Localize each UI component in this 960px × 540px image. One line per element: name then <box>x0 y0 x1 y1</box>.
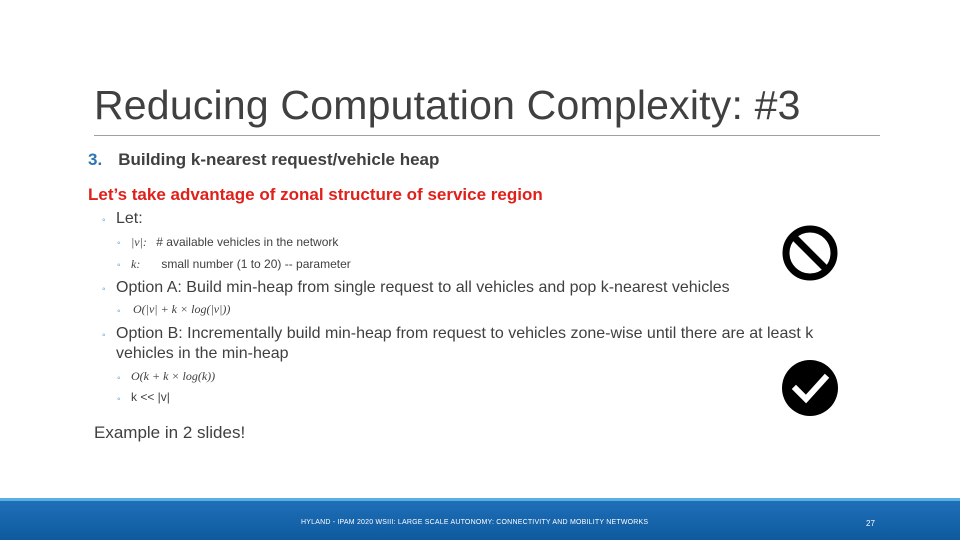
bullet-icon: ◦ <box>117 260 121 271</box>
bullet-icon: ◦ <box>117 238 121 249</box>
v-symbol: |v|: <box>131 235 147 249</box>
bullet-icon: ◦ <box>117 373 121 384</box>
bullet-icon: ◦ <box>102 215 106 226</box>
option-b-text-line2: vehicles in the min-heap <box>116 345 289 362</box>
slide-title: Reducing Computation Complexity: #3 <box>94 82 801 128</box>
k-description: small number (1 to 20) -- parameter <box>161 257 351 271</box>
bullet-icon: ◦ <box>102 284 106 295</box>
check-circle-icon <box>781 359 839 417</box>
bullet-icon: ◦ <box>102 330 106 341</box>
prohibited-icon <box>781 224 839 282</box>
list-item-k <box>131 257 351 272</box>
title-divider <box>94 135 880 136</box>
v-description: # available vehicles in the network <box>156 235 339 249</box>
option-a-complexity: O(|v| + k × log(|v|)) <box>133 302 231 316</box>
option-b-text-line1: Option B: Incrementally build min-heap from request to vehicles zone-wise until there are at least k <box>116 325 814 342</box>
highlighted-subheading: Let’s take advantage of zonal structure of service region <box>88 185 543 204</box>
page-number: 27 <box>866 519 875 528</box>
section-heading <box>88 150 439 170</box>
option-a-text: Option A: Build min-heap from single request to all vehicles and pop k-nearest vehicles <box>116 279 730 296</box>
bullet-icon: ◦ <box>117 306 121 317</box>
section-number: 3. <box>88 150 103 169</box>
k-symbol: k: <box>131 257 141 271</box>
list-item-let: Let: <box>116 210 143 227</box>
option-b-condition: k << |v| <box>131 390 170 404</box>
list-item-v <box>131 235 338 250</box>
option-b-complexity: O(k + k × log(k)) <box>131 369 216 383</box>
section-heading-text: Building k-nearest request/vehicle heap <box>118 150 440 169</box>
example-note: Example in 2 slides! <box>94 423 246 442</box>
bullet-icon: ◦ <box>117 394 121 405</box>
footer-text: HYLAND - IPAM 2020 WSIII: LARGE SCALE AUTONOMY: CONNECTIVITY AND MOBILITY NETWORKS <box>301 519 649 526</box>
